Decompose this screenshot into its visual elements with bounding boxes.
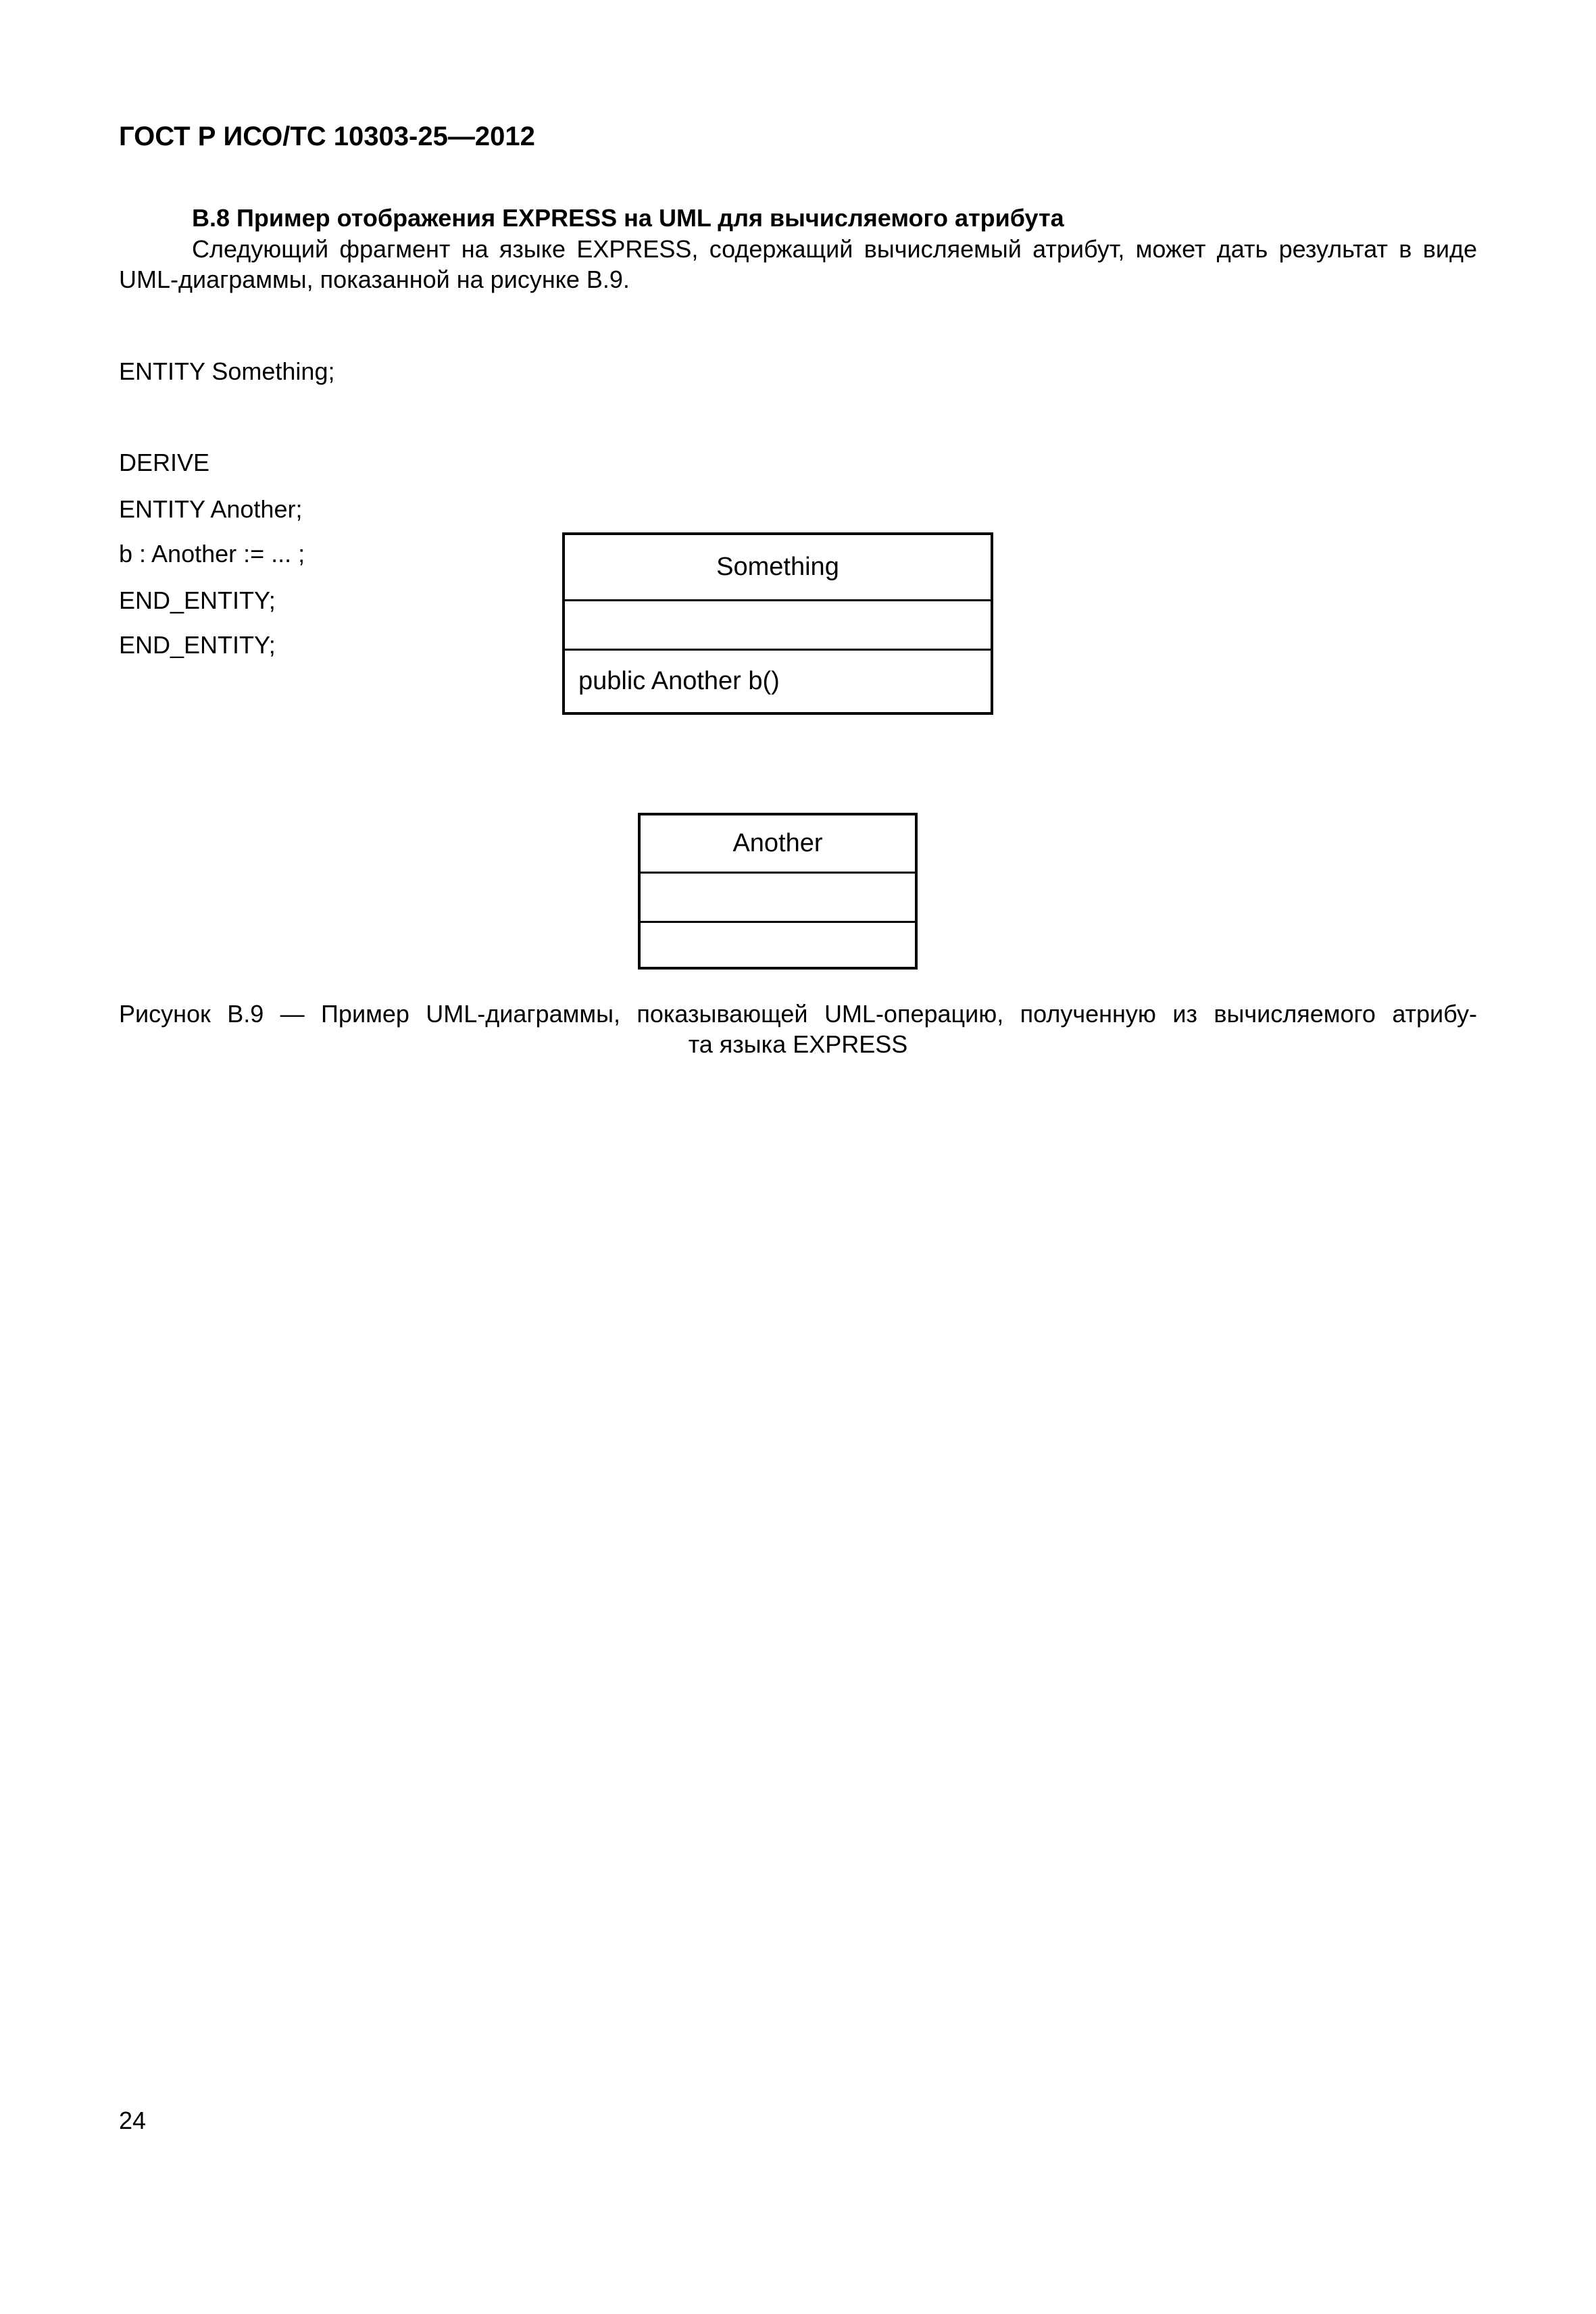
code-line: DERIVE: [119, 449, 210, 476]
express-code-block-another: [119, 433, 302, 646]
uml-class-name: Something: [716, 553, 839, 581]
figure-caption-line: та языка EXPRESS: [688, 1030, 908, 1058]
document-header: ГОСТ Р ИСО/ТС 10303-25—2012: [119, 122, 535, 151]
intro-paragraph: Следующий фрагмент на языке EXPRESS, содержащий вычисляемый атрибут, может дать результат в виде UML-диаграммы, показанной на рисунке В.9.: [119, 235, 1477, 293]
code-line: ENTITY Something;: [119, 357, 335, 385]
figure-caption: [119, 999, 1477, 1059]
code-line: ENTITY Another;: [119, 495, 303, 523]
code-line: END_ENTITY;: [119, 631, 276, 659]
figure-caption-line: Рисунок В.9 — Пример UML-диаграммы, показывающей UML-операцию, полученную из вычисляемого атрибу-: [119, 1000, 1477, 1028]
uml-operations-compartment: [641, 921, 915, 967]
uml-class-something: [562, 532, 993, 715]
uml-attributes-compartment: [565, 599, 991, 649]
page-number: 24: [119, 2107, 147, 2134]
code-line: b : Another := ... ;: [119, 540, 305, 568]
code-line: END_ENTITY;: [119, 586, 276, 614]
uml-attributes-compartment: [641, 872, 915, 921]
uml-class-another: [638, 813, 918, 970]
section-title: В.8 Пример отображения EXPRESS на UML для вычисляемого атрибута: [192, 204, 1064, 232]
uml-class-name: Another: [732, 829, 823, 857]
uml-operation: public Another b(): [565, 649, 991, 712]
